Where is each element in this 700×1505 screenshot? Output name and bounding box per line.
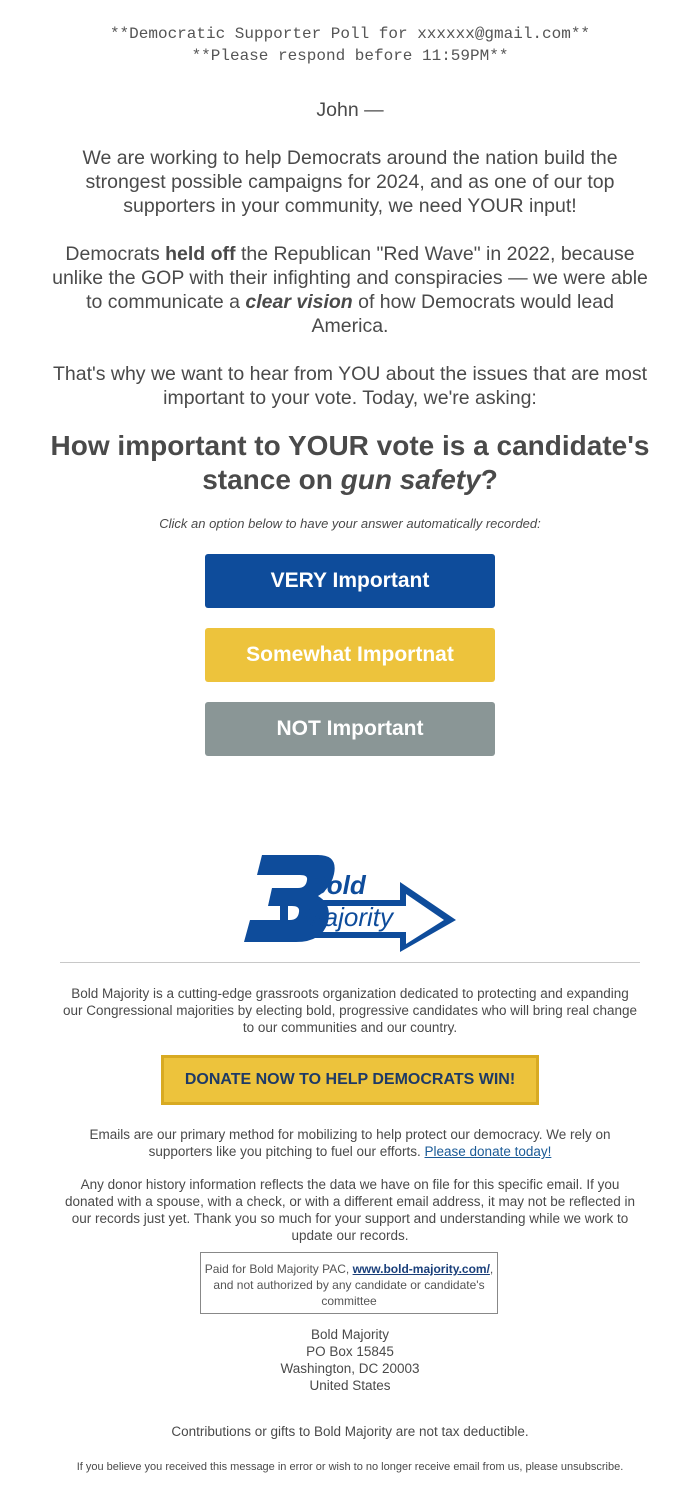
- poll-instruction: Click an option below to have your answer automatically recorded:: [159, 516, 541, 531]
- paid-for-text-a: Paid for Bold Majority PAC,: [204, 1262, 353, 1276]
- address-city: Washington, DC 20003: [280, 1361, 420, 1376]
- about-organization: Bold Majority is a cutting-edge grassroots organization dedicated to protecting and expanding our Congressional majorities by electing bold, progressive candidates who will bring real change to our communities and our country.: [62, 986, 638, 1035]
- question-part2: ?: [480, 464, 498, 495]
- paid-for-text-b: , and not authorized by any candidate or candidate's committee: [213, 1262, 494, 1308]
- poll-header-line2: **Please respond before 11:59PM**: [191, 47, 509, 65]
- paid-for-disclaimer: [200, 1252, 498, 1314]
- salutation: John —: [316, 99, 384, 121]
- para2-bold-italic: clear vision: [245, 291, 353, 313]
- website-link[interactable]: www.bold-majority.com/: [352, 1262, 490, 1276]
- tax-note: Contributions or gifts to Bold Majority are not tax deductible.: [171, 1424, 529, 1439]
- donor-history-paragraph: Any donor history information reflects the data we have on file for this specific email. If you donated with a spouse, with a check, or with a different email address, it may not be reflected in our records just yet. Thank you so much for your support and understanding while we work to update our records.: [64, 1177, 636, 1243]
- intro-paragraph: We are working to help Democrats around the nation build the strongest possible campaigns for 2024, and as one of our top supporters in your community, we need YOUR input!: [82, 147, 618, 217]
- logo-word-bold: Bold: [308, 870, 366, 900]
- donate-button[interactable]: DONATE NOW TO HELP DEMOCRATS WIN!: [161, 1055, 539, 1105]
- emails-text: Emails are our primary method for mobilizing to help protect our democracy. We rely on supporters like you pitching to fuel our efforts.: [89, 1127, 611, 1159]
- question-italic: gun safety: [340, 464, 481, 495]
- emails-paragraph: [60, 1126, 640, 1160]
- donate-link[interactable]: Please donate today!: [424, 1144, 552, 1159]
- question-part1: How important to YOUR vote is a candidate's stance on: [50, 430, 650, 495]
- poll-header-line1: **Democratic Supporter Poll for xxxxxx@gmail.com**: [109, 25, 591, 43]
- poll-question: [40, 429, 660, 497]
- very-important-button[interactable]: VERY Important: [205, 554, 495, 608]
- address-name: Bold Majority: [310, 1327, 390, 1342]
- somewhat-important-button[interactable]: Somewhat Importnat: [205, 628, 495, 682]
- mailing-address: [0, 1326, 700, 1394]
- divider: [60, 962, 640, 963]
- address-po-box: PO Box 15845: [306, 1344, 394, 1359]
- not-important-button[interactable]: NOT Important: [205, 702, 495, 756]
- address-country: United States: [309, 1378, 391, 1393]
- unsubscribe-notice[interactable]: If you believe you received this message in error or wish to no longer receive email from us, please unsubscribe.: [76, 1461, 624, 1473]
- para2-text-a: Democrats: [65, 243, 166, 265]
- para2-text-c: of how Democrats would lead America.: [311, 291, 614, 337]
- logo-word-majority: Majority: [302, 902, 394, 932]
- asking-paragraph: That's why we want to hear from YOU about the issues that are most important to your vote. Today, we're asking:: [52, 363, 648, 409]
- red-wave-paragraph: [50, 242, 650, 338]
- para2-bold: held off: [165, 243, 236, 265]
- para2-text-b: the Republican "Red Wave" in 2022, because unlike the GOP with their infighting and conspiracies — we were able to communicate a: [52, 243, 648, 313]
- bold-majority-logo[interactable]: [240, 850, 460, 955]
